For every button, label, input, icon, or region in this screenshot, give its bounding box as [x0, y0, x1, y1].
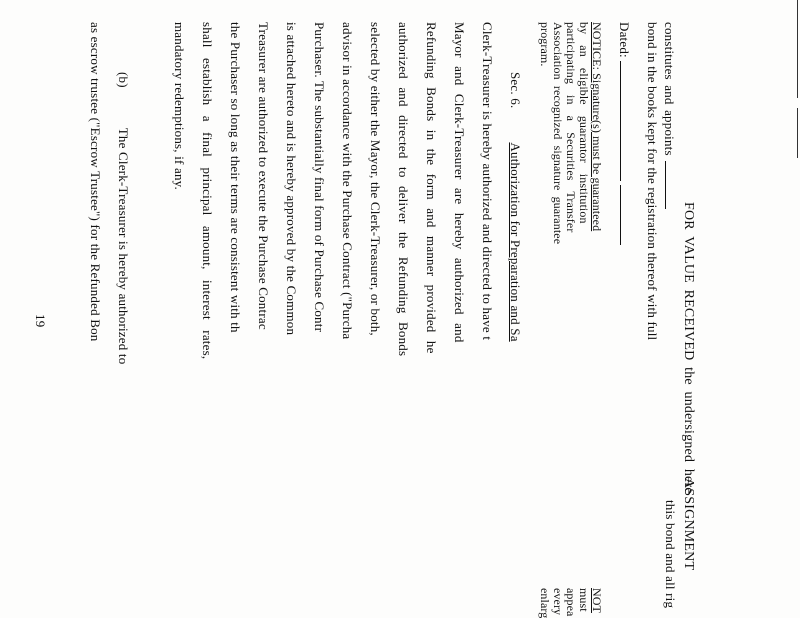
- dated-label: Dated:: [617, 22, 632, 58]
- section6-title: Authorization for Preparation and Sa: [508, 142, 523, 342]
- section6-line-6: advisor in accordance with the Purchase Contract ("Purcha: [340, 22, 355, 340]
- attorney-blank[interactable]: [665, 161, 677, 209]
- section6-number: Sec. 6.: [508, 72, 523, 109]
- assignment-line-3: [661, 22, 677, 209]
- top-rule-right: [797, 108, 798, 158]
- section6-line-2: Mayor and Clerk-Treasurer are hereby authorized and: [452, 22, 467, 343]
- notice-left-line-3: participating in a Securities Transfer: [564, 22, 578, 233]
- dated-line: [616, 22, 632, 245]
- signature-blank[interactable]: [620, 185, 632, 245]
- notice-right-line-1: [590, 588, 603, 613]
- assignment-line-1: FOR VALUE RECEIVED the undersigned here: [681, 202, 696, 494]
- notice-right-line-2: must: [577, 588, 591, 612]
- notice-right-line-3: appea: [564, 588, 578, 617]
- assignment-line-2: this bond and all rig: [663, 500, 678, 609]
- section6-line-12: mandatory redemptions, if any.: [172, 22, 187, 190]
- page-number: 19: [33, 314, 48, 328]
- section6-line-10: the Purchaser so long as their terms are consistent with th: [228, 22, 243, 333]
- notice-left-line-1: [590, 22, 603, 231]
- section6-line-9: Treasurer are authorized to execute the Purchase Contrac: [256, 22, 271, 330]
- para-b-line-1: [115, 72, 131, 364]
- section6-line-1: Clerk-Treasurer is hereby authorized and directed to have t: [480, 22, 495, 341]
- section6-line-7: Purchaser. The substantially final form of Purchase Contr: [312, 22, 327, 333]
- notice-left-text-1: NOTICE: Signature(s) must be guaranteed: [590, 22, 604, 232]
- notice-left-line-2: by an eligible guarantor institution: [577, 22, 591, 224]
- assignment-line-4: bond in the books kept for the registration thereof with full: [645, 22, 660, 341]
- section6-line-8: is attached hereto and is hereby approved by the Common: [284, 22, 299, 336]
- para-b-text-1: The Clerk-Treasurer is hereby authorized to: [116, 127, 131, 365]
- notice-right-line-5: enlarg: [538, 588, 552, 618]
- dated-blank[interactable]: [620, 61, 632, 181]
- section6-heading: [507, 72, 523, 342]
- section6-line-3: Refunding Bonds in the form and manner provided he: [424, 22, 439, 354]
- section6-line-4: authorized and directed to deliver the Refunding Bonds: [396, 22, 411, 357]
- notice-left-line-4: Association recognized signature guarantee: [551, 22, 565, 245]
- assignment-line-3-text: constitutes and appoints: [662, 22, 677, 156]
- para-b-label: (b): [116, 72, 131, 88]
- section6-line-5: selected by either the Mayor, the Clerk-Treasurer, or both,: [368, 22, 383, 336]
- section6-line-11: shall establish a final principal amount, interest rates,: [200, 22, 215, 360]
- top-rule-left: [797, 0, 798, 98]
- notice-left-line-5: program.: [538, 22, 552, 67]
- notice-right-text-1: NOT: [590, 588, 604, 613]
- notice-right-line-4: every: [551, 588, 565, 616]
- assignment-title: ASSIGNMENT: [681, 478, 696, 571]
- para-b-line-2: as escrow trustee ("Escrow Trustee") for the Refunded Bon: [88, 22, 103, 342]
